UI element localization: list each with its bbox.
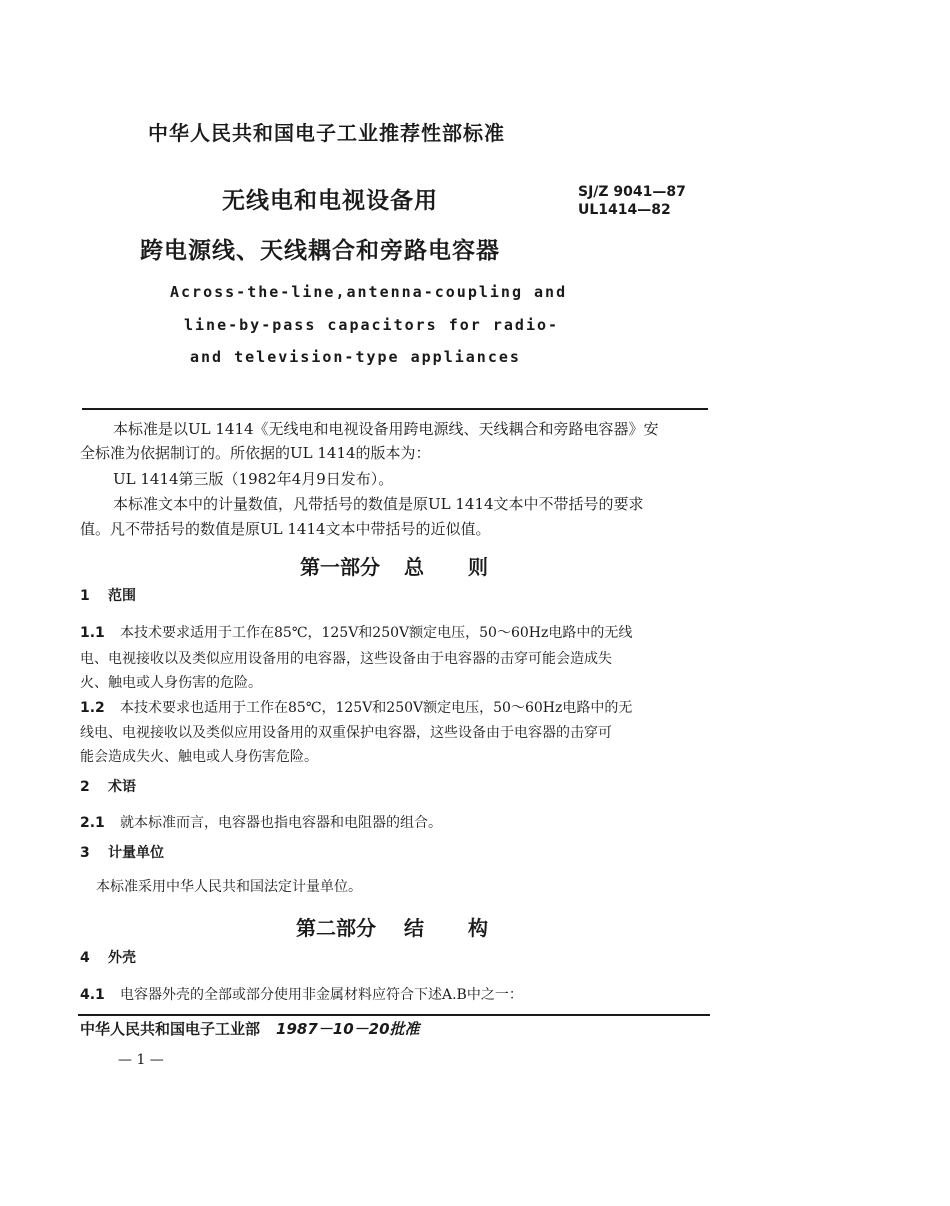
clause-text: 本技术要求适用于工作在85℃，125V和250V额定电压，50～60Hz电路中的无线: [120, 625, 633, 641]
title-english-line1: Across-the-line,antenna-coupling and: [170, 283, 568, 301]
clause-line: [80, 812, 442, 832]
clause-line: [80, 697, 632, 717]
clause-line: 能会造成失火、触电或人身伤害危险。: [80, 749, 318, 765]
issuer-name: 中华人民共和国电子工业部: [80, 1020, 261, 1038]
section-heading: [80, 585, 136, 605]
section-number: 4: [80, 950, 90, 966]
section-title: 外壳: [108, 950, 136, 966]
section-heading: [80, 776, 136, 796]
top-divider: [82, 408, 708, 410]
part-word: 结: [404, 916, 424, 940]
clause-line: 火、触电或人身伤害的危险。: [80, 675, 262, 691]
section-title: 范围: [108, 588, 136, 604]
clause-line: [80, 984, 523, 1004]
section-heading: [80, 947, 136, 967]
part-label: 第一部分: [300, 555, 380, 579]
part-label: 第二部分: [296, 916, 376, 940]
clause-line: 线电、电视接收以及类似应用设备用的双重保护电容器，这些设备由于电容器的击穿可: [80, 725, 612, 741]
section-title: 术语: [108, 779, 136, 795]
standard-issuer-heading: 中华人民共和国电子工业推荐性部标准: [148, 121, 505, 145]
clause-number: 4.1: [80, 987, 105, 1003]
clause-number: 1.2: [80, 700, 105, 716]
standard-code-sj: SJ/Z 9041—87: [578, 184, 686, 200]
clause-line: [80, 622, 632, 642]
standard-code-ul: UL1414—82: [578, 202, 671, 218]
part-word: 则: [468, 555, 488, 579]
clause-text: 就本标准而言，电容器也指电容器和电阻器的组合。: [120, 815, 442, 831]
section-number: 1: [80, 588, 90, 604]
intro-paragraph-line: 值。凡不带括号的数值是原UL 1414文本中带括号的近似值。: [80, 520, 491, 538]
part-two-heading: [296, 912, 488, 941]
approval-date: 1987－10－20批准: [276, 1020, 420, 1038]
section-number: 2: [80, 779, 90, 795]
title-chinese-line1: 无线电和电视设备用: [222, 188, 438, 214]
page-number: — 1 —: [118, 1052, 164, 1068]
part-one-heading: [300, 551, 488, 580]
intro-paragraph-line: 本标准是以UL 1414《无线电和电视设备用跨电源线、天线耦合和旁路电容器》安: [113, 420, 659, 438]
part-word: 总: [404, 555, 424, 579]
title-chinese-line2: 跨电源线、天线耦合和旁路电容器: [140, 238, 500, 264]
clause-line: 电、电视接收以及类似应用设备用的电容器，这些设备由于电容器的击穿可能会造成失: [80, 651, 612, 667]
clause-line: 本标准采用中华人民共和国法定计量单位。: [96, 879, 362, 895]
title-english-line2: line-by-pass capacitors for radio-: [184, 316, 560, 334]
clause-text: 电容器外壳的全部或部分使用非金属材料应符合下述A.B中之一：: [120, 987, 523, 1003]
clause-number: 2.1: [80, 815, 105, 831]
section-number: 3: [80, 845, 90, 861]
part-word: 构: [468, 916, 488, 940]
intro-paragraph-line: 本标准文本中的计量数值，凡带括号的数值是原UL 1414文本中不带括号的要求: [113, 495, 644, 513]
clause-number: 1.1: [80, 625, 105, 641]
clause-text: 本技术要求也适用于工作在85℃，125V和250V额定电压，50～60Hz电路中的无: [120, 700, 633, 716]
intro-paragraph-line: 全标准为依据制订的。所依据的UL 1414的版本为：: [80, 444, 431, 462]
title-english-line3: and television-type appliances: [190, 348, 521, 366]
section-heading: [80, 842, 164, 862]
section-title: 计量单位: [108, 845, 164, 861]
intro-paragraph-line: UL 1414第三版（1982年4月9日发布）。: [113, 470, 394, 488]
footer-divider: [78, 1014, 710, 1016]
approval-line: [80, 1018, 420, 1039]
